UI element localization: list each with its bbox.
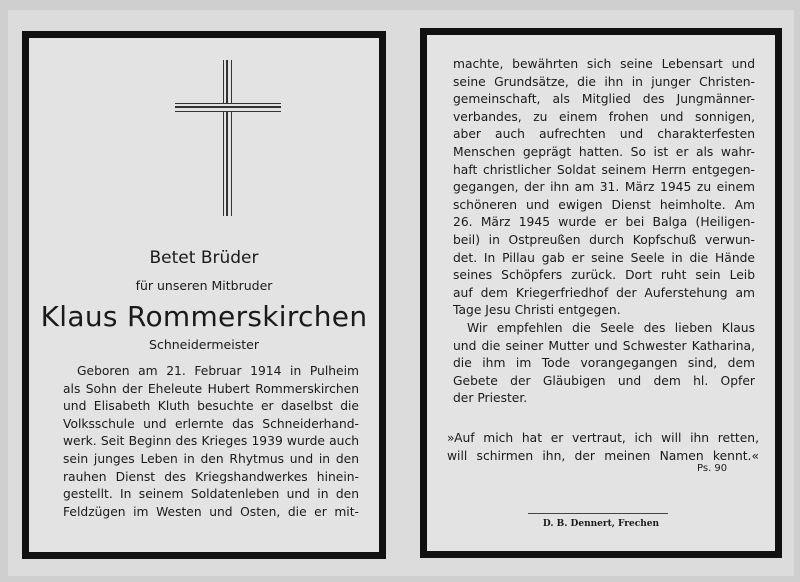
prayer-subheading: für unseren Mitbruder (135, 278, 273, 293)
text-line: schöneren und ewigen Dienst heimholte. Am (453, 197, 755, 212)
psalm-reference: Ps. 90 (697, 463, 728, 474)
text-line: rauhen Dienst des Kriegshandwerkes hinein- (63, 469, 359, 484)
text-line: gegangen, der ihn am 31. März 1945 zu einem (453, 180, 755, 195)
text-line: Wir empfehlen die Seele des lieben Klaus (467, 320, 755, 335)
cross-icon (175, 60, 281, 216)
text-line: gestellt. In seinem Soldatenleben und in den (63, 487, 359, 502)
text-line: Feldzügen im Westen und Osten, die er mit- (63, 504, 359, 519)
text-line: der Priester. (453, 391, 528, 406)
biography-right (453, 56, 755, 408)
quote-line: »Auf mich hat er vertraut, ich will ihn retten, (447, 431, 759, 445)
text-line: und Elisabeth Kluth besuchte er daselbst die (63, 399, 359, 414)
deceased-name: Klaus Rommerskirchen (40, 300, 368, 333)
text-line: als Sohn der Eheleute Hubert Rommerskirchen (63, 381, 359, 396)
text-line: seines Schöpfers zurück. Dort ruht sein Leib (453, 268, 755, 283)
prayer-heading: Betet Brüder (149, 248, 259, 268)
printer-imprint: D. B. Dennert, Frechen (542, 519, 660, 529)
text-line: und die seiner Mutter und Schwester Katharina, (453, 338, 755, 353)
text-line: aber auch aufrechten und charakterfesten (453, 127, 755, 142)
text-line: Menschen geprägt hatten. So ist er als wahr- (453, 144, 755, 159)
text-line: Geboren am 21. Februar 1914 in Pulheim (77, 364, 359, 378)
text-line: machte, bewährten sich seine Lebensart und (453, 57, 755, 71)
left-page (22, 31, 386, 559)
scripture-quote (447, 430, 759, 465)
text-line: haft christlicher Soldat seinem Herrn entgegen- (453, 162, 755, 177)
divider (528, 513, 668, 514)
text-line: Volksschule und erlernte das Schneiderhand- (63, 416, 359, 431)
right-page (420, 28, 782, 558)
text-line: 26. März 1945 wurde er bei Balga (Heiligen- (453, 215, 755, 230)
biography-left (63, 363, 359, 521)
text-line: verbandes, zu einem frohen und sonnigen, (453, 109, 755, 124)
occupation: Schneidermeister (149, 337, 259, 352)
text-line: gemeinschaft, als Mitglied des Jungmänner- (453, 92, 755, 107)
quote-line: will schirmen ihn, der meinen Namen kennt.« (447, 448, 759, 463)
text-line: die ihm im Tode vorangegangen sind, dem (453, 356, 755, 371)
text-line: auf dem Kriegerfriedhof der Auferstehung am (453, 285, 755, 300)
text-line: Gebete der Gläubigen und dem hl. Opfer (453, 373, 755, 388)
text-line: sein junges Leben in den Rhytmus und in den (63, 451, 359, 466)
text-line: seine Grundsätze, die ihn in junger Christen- (453, 74, 755, 89)
text-line: werk. Seit Beginn des Krieges 1939 wurde auch (63, 434, 359, 449)
text-line: det. In Pillau gab er seine Seele in die Hände (453, 250, 755, 265)
text-line: beil) in Ostpreußen durch Kopfschuß verwun- (453, 232, 755, 247)
text-line: Tage Jesu Christi entgegen. (453, 303, 621, 318)
